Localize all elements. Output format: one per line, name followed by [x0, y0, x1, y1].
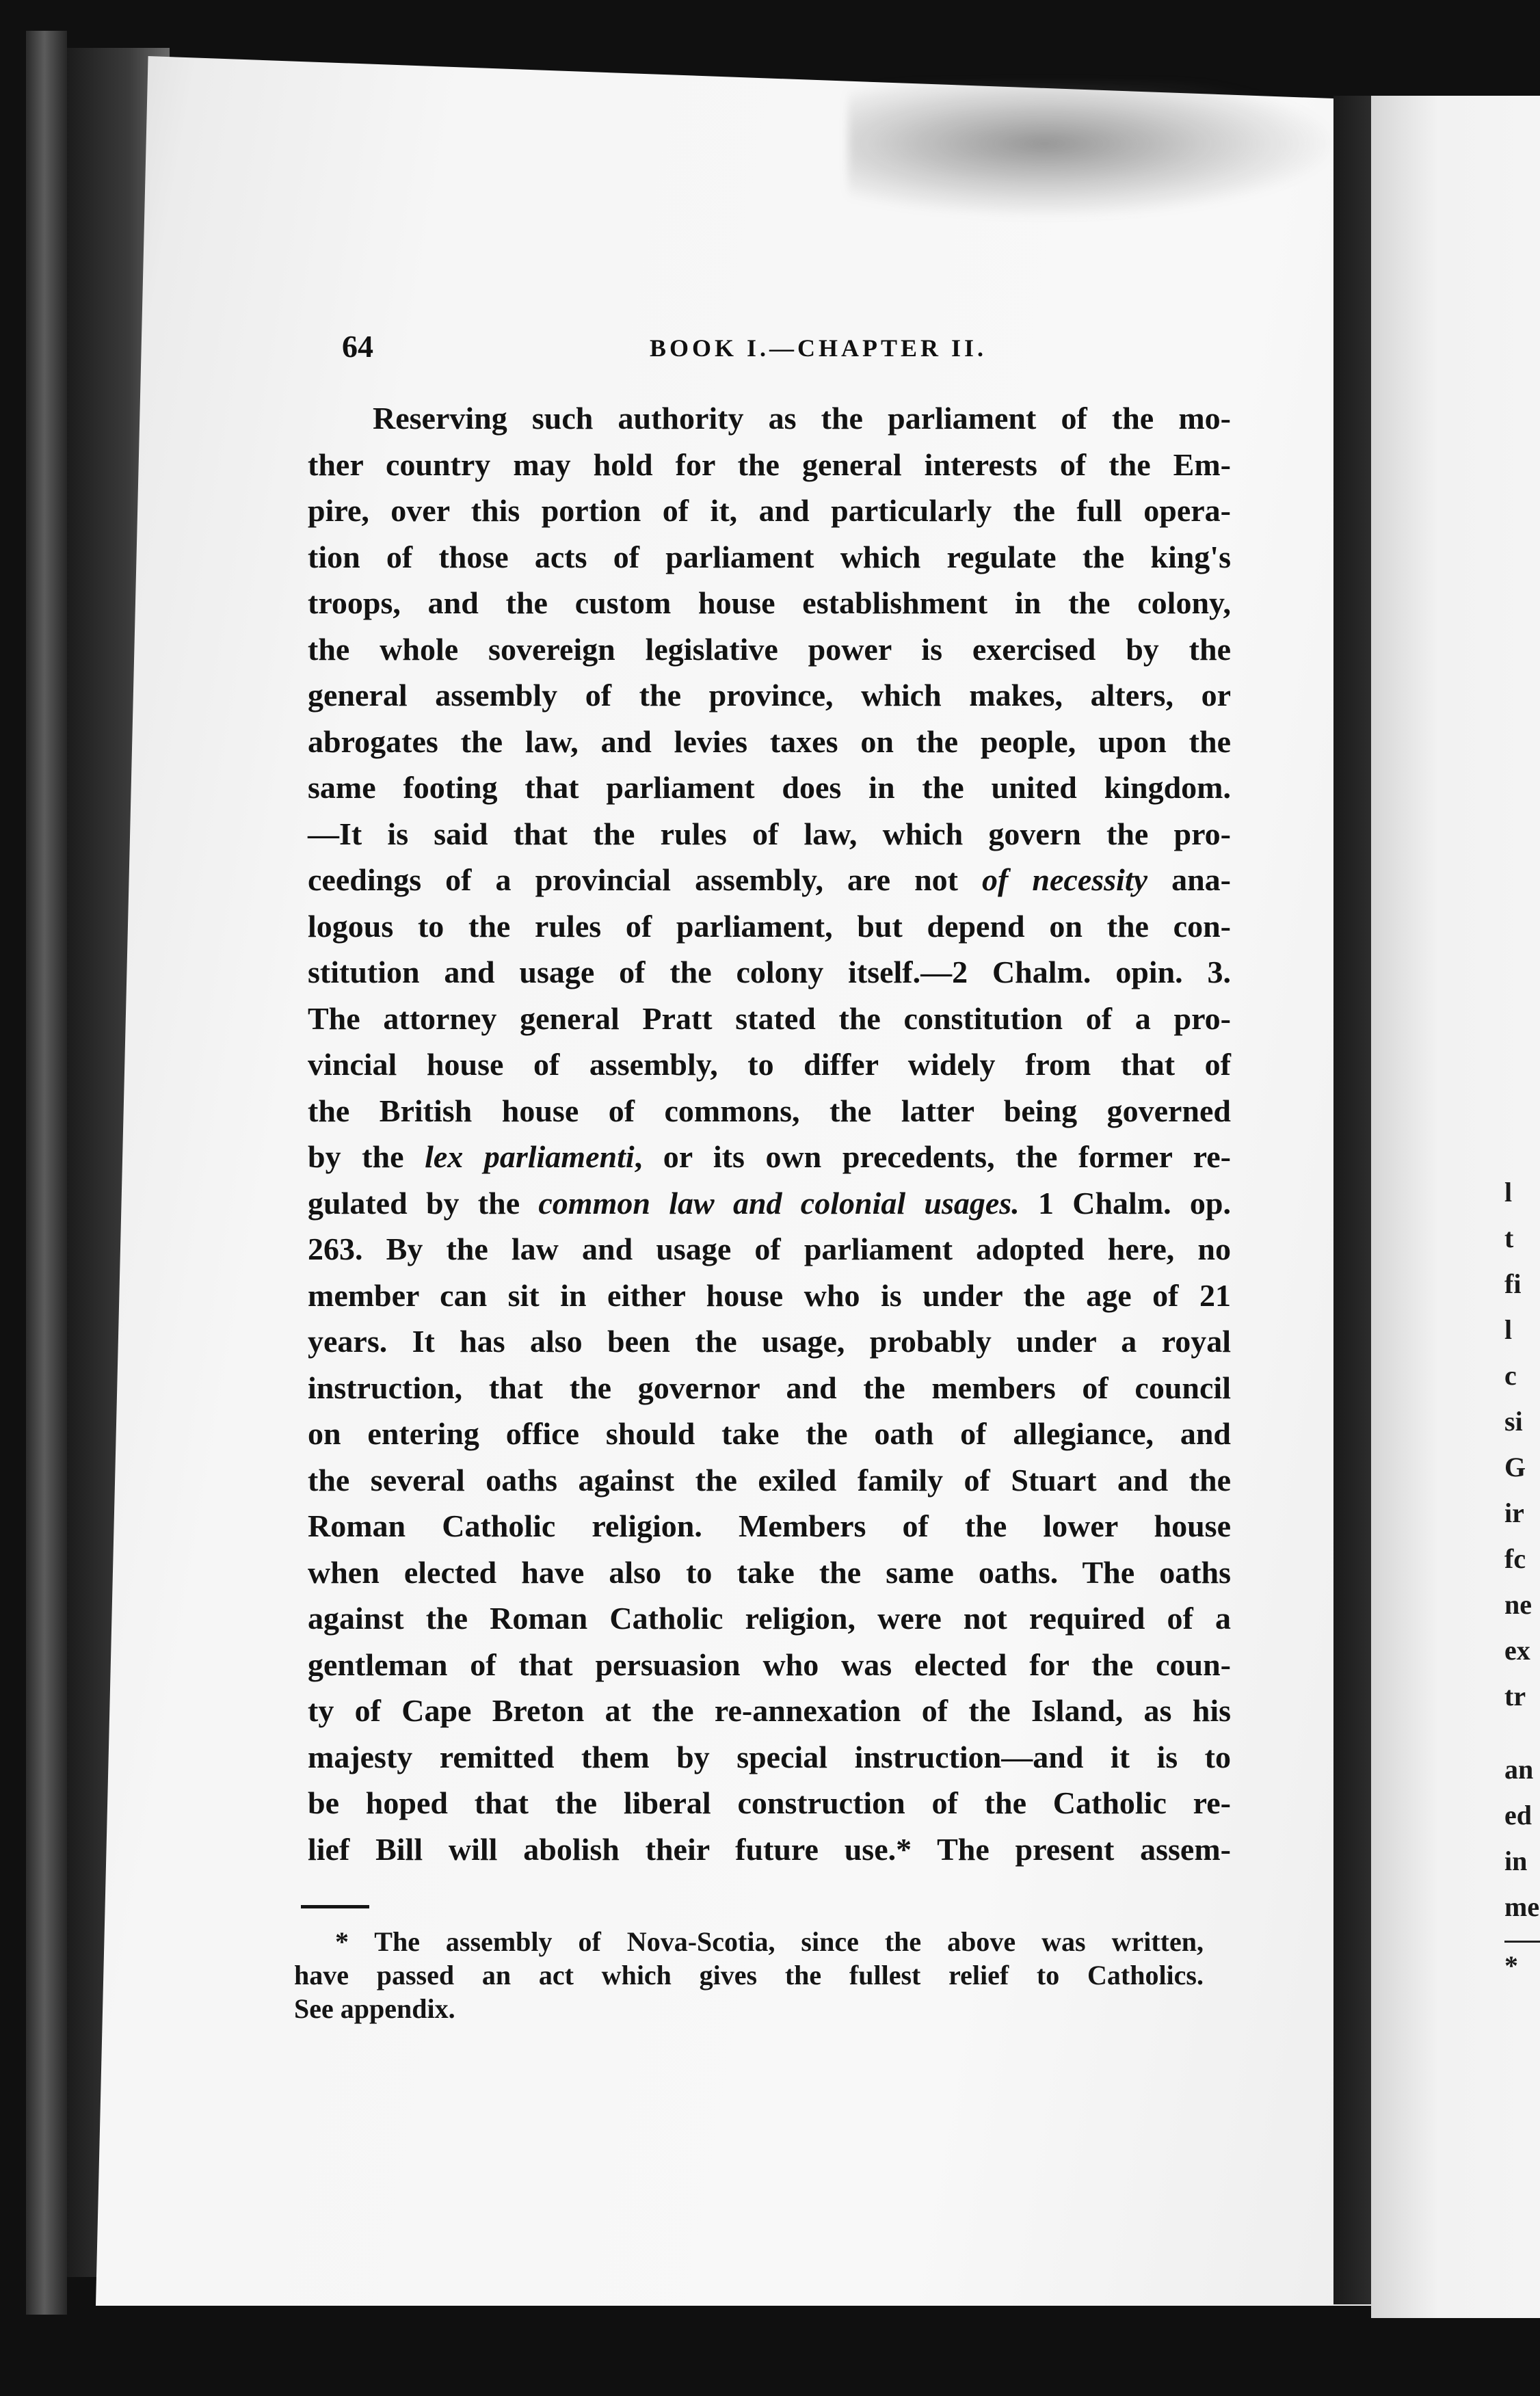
body-line: same footing that parliament does in the united kingdom. — [308, 770, 1231, 805]
body-line: against the Roman Catholic religion, were not required of a — [308, 1601, 1231, 1636]
footnote — [294, 1925, 1204, 2025]
body-line: 263. By the law and usage of parliament adopted here, no — [308, 1232, 1231, 1266]
body-line: when elected have also to take the same oaths. The oaths — [308, 1554, 1231, 1590]
facing-page-fragment: ed — [1504, 1800, 1532, 1831]
body-line: troops, and the custom house establishment in the colony, — [308, 585, 1231, 620]
facing-page-fragment: tr — [1504, 1681, 1526, 1712]
body-line: tion of those acts of parliament which regulate the king's — [308, 539, 1231, 574]
body-line: be hoped that the liberal construction of the Catholic re- — [308, 1785, 1231, 1820]
body-line: on entering office should take the oath of allegiance, and — [308, 1416, 1231, 1451]
facing-page-fragment: ex — [1504, 1635, 1530, 1666]
facing-page-fragment: an — [1504, 1754, 1534, 1785]
body-text — [308, 395, 1231, 1872]
running-head: BOOK I.—CHAPTER II. — [650, 334, 987, 362]
body-line: Reserving such authority as the parliament of the mo- — [373, 401, 1231, 436]
facing-page-fragment: c — [1504, 1360, 1517, 1391]
text-segment: gulated by the — [308, 1185, 539, 1221]
body-line: ther country may hold for the general interests of the Em- — [308, 447, 1231, 482]
text-segment: by the — [308, 1139, 425, 1174]
facing-page-fragment: ne — [1504, 1589, 1532, 1620]
body-line: majesty remitted them by special instruction—and it is to — [308, 1739, 1231, 1774]
page-header — [0, 328, 1540, 369]
facing-page-fragment: ir — [1504, 1498, 1524, 1528]
body-line: logous to the rules of parliament, but depend on the con- — [308, 908, 1231, 944]
body-line: instruction, that the governor and the members of council — [308, 1370, 1231, 1405]
body-line — [308, 1134, 1231, 1180]
facing-page-fragment: fi — [1504, 1268, 1522, 1299]
body-line: Roman Catholic religion. Members of the lower house — [308, 1508, 1231, 1543]
body-line: abrogates the law, and levies taxes on the people, upon the — [308, 723, 1231, 759]
page-stain — [848, 82, 1340, 219]
body-line: member can sit in either house who is under the age of 21 — [308, 1277, 1231, 1313]
body-line: gentleman of that persuasion who was elected for the coun- — [308, 1647, 1231, 1682]
text-segment: ceedings of a provincial assembly, are not — [308, 862, 983, 897]
body-line: pire, over this portion of it, and particularly the full opera- — [308, 493, 1231, 528]
facing-page-fragment: G — [1504, 1452, 1526, 1482]
body-line: years. It has also been the usage, probably under a royal — [308, 1324, 1231, 1359]
italic-phrase: of necessity — [982, 862, 1148, 897]
facing-page-fragment: t — [1504, 1223, 1514, 1253]
body-line: —It is said that the rules of law, which govern the pro- — [308, 816, 1231, 851]
body-line: ty of Cape Breton at the re-annexation of the Island, as his — [308, 1693, 1231, 1728]
footnote-rule — [301, 1905, 369, 1908]
body-line: the British house of commons, the latter being governed — [308, 1093, 1231, 1128]
italic-phrase: lex parliamenti — [425, 1139, 635, 1174]
footnote-line: * The assembly of Nova-Scotia, since the above was written, — [335, 1926, 1204, 1957]
body-line: general assembly of the province, which makes, alters, or — [308, 678, 1231, 713]
facing-page-fragment: l — [1504, 1177, 1513, 1208]
body-line — [308, 1180, 1231, 1227]
page-number: 64 — [342, 329, 373, 364]
facing-page-text-fragments — [1504, 1169, 1540, 1988]
facing-page-footnote-mark: * — [1504, 1950, 1518, 1981]
facing-page-fragment: l — [1504, 1314, 1513, 1345]
facing-page-fragment: me — [1504, 1891, 1540, 1922]
italic-phrase: common law and colonial usages. — [538, 1185, 1020, 1221]
body-line — [308, 857, 1231, 903]
text-segment: 1 Chalm. op. — [1019, 1185, 1232, 1221]
facing-page-fragment: si — [1504, 1406, 1523, 1437]
body-line: the whole sovereign legislative power is exercised by the — [308, 631, 1231, 667]
text-segment: ana- — [1147, 862, 1231, 897]
book-cover-edge — [26, 31, 67, 2315]
body-line: stitution and usage of the colony itself.—2 Chalm. opin. 3. — [308, 955, 1231, 989]
body-line: lief Bill will abolish their future use.* The present assem- — [308, 1831, 1231, 1867]
footnote-line: have passed an act which gives the fullest relief to Catholics. — [294, 1960, 1204, 1991]
body-line: The attorney general Pratt stated the constitution of a pro- — [308, 1000, 1231, 1036]
body-line: the several oaths against the exiled family of Stuart and the — [308, 1462, 1231, 1498]
footnote-line: See appendix. — [294, 1993, 455, 2024]
text-segment: , or its own precedents, the former re- — [634, 1139, 1231, 1174]
facing-page-fragment: fc — [1504, 1543, 1526, 1574]
body-line: vincial house of assembly, to differ widely from that of — [308, 1047, 1231, 1082]
facing-page-fragment: in — [1504, 1846, 1528, 1876]
